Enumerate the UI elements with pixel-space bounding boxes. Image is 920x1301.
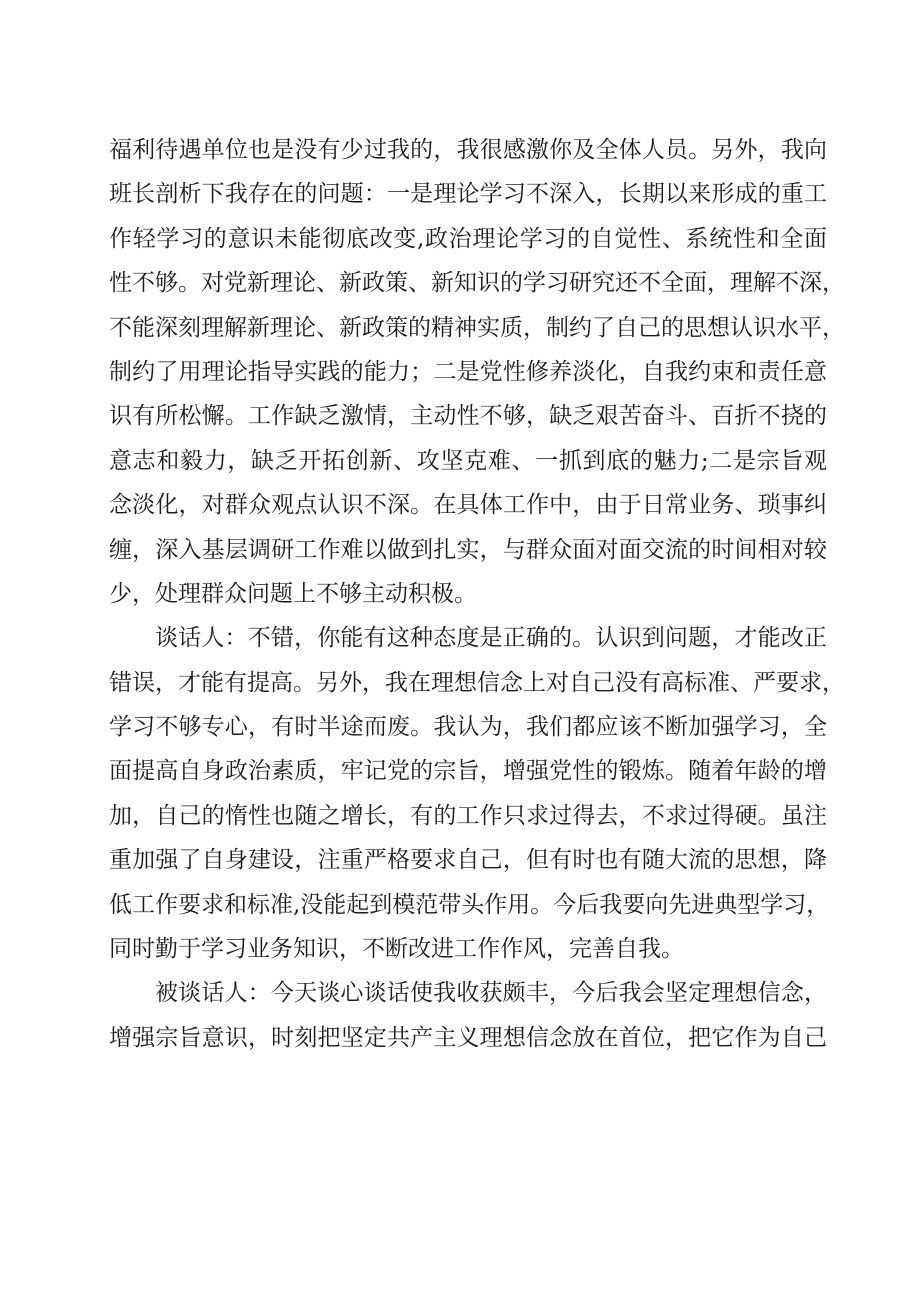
text-line: 不能深刻理解新理论、新政策的精神实质，制约了自己的思想认识水平，: [109, 314, 845, 341]
text-line: 加，自己的惰性也随之增长，有的工作只求过得去，不求过得硬。虽注: [109, 802, 827, 829]
text-line: 增强宗旨意识，时刻把坚定共产主义理想信念放在首位，把它作为自己: [109, 1024, 827, 1051]
text-line: 念淡化，对群众观点认识不深。在具体工作中，由于日常业务、琐事纠: [109, 492, 827, 519]
text-line: 同时勤于学习业务知识，不断改进工作作风，完善自我。: [109, 936, 684, 963]
text-line: 性不够。对党新理论、新政策、新知识的学习研究还不全面，理解不深，: [109, 270, 845, 297]
body-text: [109, 128, 845, 1060]
text-line: 少，处理群众问题上不够主动积极。: [109, 580, 477, 607]
text-line: 面提高自身政治素质，牢记党的宗旨，增强党性的锻炼。随着年龄的增: [109, 758, 827, 785]
text-line: 谈话人：不错，你能有这种态度是正确的。认识到问题，才能改正: [155, 625, 827, 652]
text-line: 作轻学习的意识未能彻底改变,政治理论学习的自觉性、系统性和全面: [109, 225, 827, 252]
text-line: 识有所松懈。工作缺乏激情，主动性不够，缺乏艰苦奋斗、百折不挠的: [109, 403, 827, 430]
text-line: 被谈话人：今天谈心谈话使我收获颇丰，今后我会坚定理想信念，: [155, 980, 827, 1007]
text-line: 错误，才能有提高。另外，我在理想信念上对自己没有高标准、严要求，: [109, 669, 845, 696]
text-line: 班长剖析下我存在的问题：一是理论学习不深入，长期以来形成的重工: [109, 181, 827, 208]
text-line: 重加强了自身建设，注重严格要求自己，但有时也有随大流的思想，降: [109, 847, 827, 874]
text-line: 低工作要求和标准,没能起到模范带头作用。今后我要向先进典型学习，: [109, 891, 830, 918]
text-line: 福利待遇单位也是没有少过我的，我很感激你及全体人员。另外，我向: [109, 137, 827, 163]
text-line: 制约了用理论指导实践的能力；二是党性修养淡化，自我约束和责任意: [109, 358, 827, 385]
text-line: 意志和毅力，缺乏开拓创新、攻坚克难、一抓到底的魅力;二是宗旨观: [109, 447, 827, 474]
text-line: 学习不够专心，有时半途而废。我认为，我们都应该不断加强学习，全: [109, 714, 827, 741]
text-line: 缠，深入基层调研工作难以做到扎实，与群众面对面交流的时间相对较: [109, 536, 827, 563]
